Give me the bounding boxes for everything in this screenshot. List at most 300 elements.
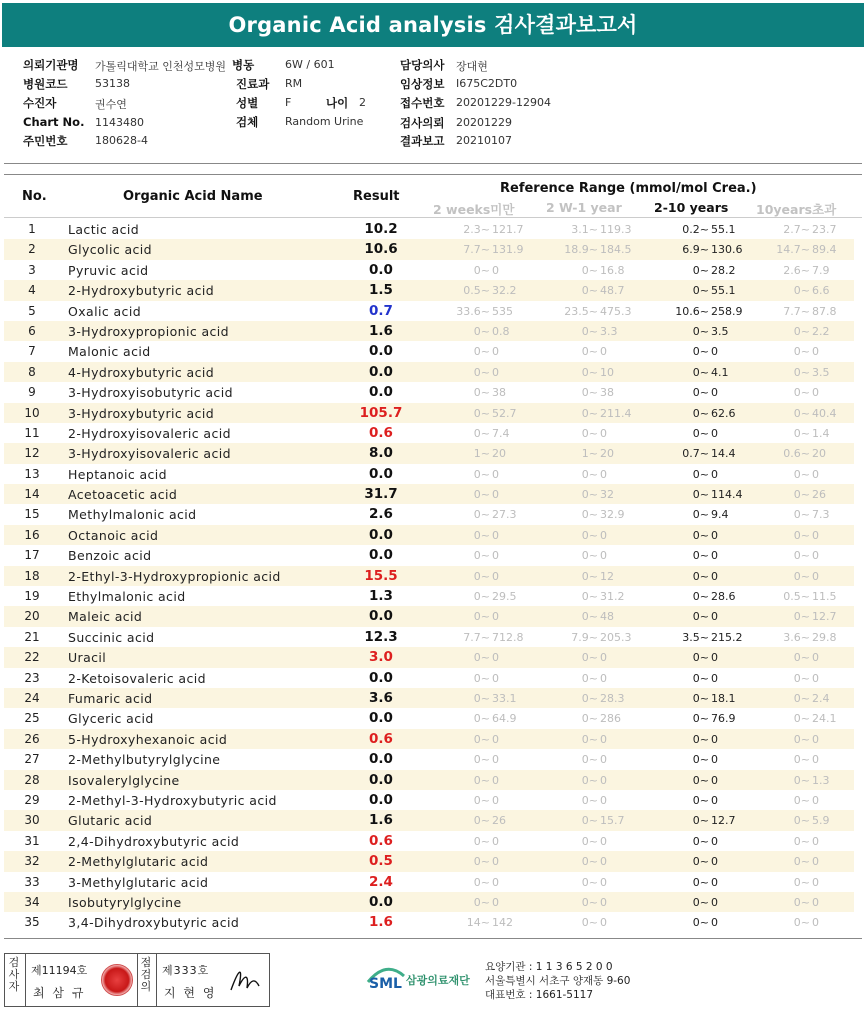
table-row — [4, 525, 854, 545]
range-high: 0 — [492, 365, 499, 379]
range-low: 0~ — [692, 753, 709, 767]
request-label: 검사의뢰 — [400, 116, 445, 130]
range-high: 0 — [492, 834, 499, 848]
table-row — [4, 708, 854, 728]
range-high: 76.9 — [711, 712, 736, 726]
range-low: 0~ — [692, 284, 709, 298]
range-high: 0 — [711, 651, 718, 665]
row-number: 28 — [24, 772, 40, 787]
id-label: 주민번호 — [23, 134, 68, 148]
dept-label: 진료과 — [236, 77, 270, 91]
range-high: 0 — [812, 875, 819, 889]
range-high: 3.5 — [711, 324, 729, 338]
range-low: 0~ — [692, 263, 709, 277]
institution-value: 가톨릭대학교 인천성모병원 — [95, 60, 227, 73]
range-low: 0~ — [692, 549, 709, 563]
range-low: 0~ — [473, 793, 490, 807]
range-low: 0~ — [473, 508, 490, 522]
range-high: 0 — [600, 732, 607, 746]
range-high: 0 — [711, 671, 718, 685]
table-row — [4, 831, 854, 851]
range-high: 89.4 — [812, 243, 837, 257]
acid-name: Benzoic acid — [68, 548, 152, 564]
range-low: 7.7~ — [463, 243, 490, 257]
range-low: 0~ — [473, 712, 490, 726]
range-high: 0 — [812, 386, 819, 400]
range-high: 0 — [600, 916, 607, 930]
result-value: 1.6 — [369, 322, 393, 339]
range-high: 20 — [492, 447, 506, 461]
row-number: 15 — [24, 507, 40, 522]
range-low: 0~ — [581, 651, 598, 665]
report-value: 20210107 — [456, 134, 512, 147]
contact-info — [485, 960, 630, 1002]
range-low: 0~ — [692, 793, 709, 807]
row-number: 6 — [28, 323, 36, 338]
acid-name: 4-Hydroxybutyric acid — [68, 364, 215, 380]
table-row — [4, 770, 854, 790]
table-row — [4, 566, 854, 586]
acid-name: 3-Hydroxyisobutyric acid — [68, 385, 233, 401]
range-low: 0~ — [473, 426, 490, 440]
range-low: 0~ — [793, 691, 810, 705]
result-value: 0.0 — [369, 710, 393, 727]
acid-name: 3-Hydroxybutyric acid — [68, 405, 215, 421]
range-high: 12.7 — [711, 814, 736, 828]
range-high: 2.4 — [812, 691, 830, 705]
range-high: 0 — [600, 895, 607, 909]
range-low: 0~ — [692, 590, 709, 604]
range-low: 0.7~ — [682, 447, 709, 461]
range-low: 6.9~ — [682, 243, 709, 257]
range-high: 0 — [711, 793, 718, 807]
table-row — [4, 362, 854, 382]
table-row — [4, 321, 854, 341]
ref-col-2: 2-10 years — [654, 200, 729, 215]
ref-range-header: Reference Range (mmol/mol Crea.) — [500, 181, 757, 196]
range-low: 0.2~ — [682, 223, 709, 236]
row-number: 20 — [24, 609, 40, 624]
range-low: 0~ — [793, 284, 810, 298]
row-number: 17 — [24, 548, 40, 563]
table-row — [4, 627, 854, 647]
row-number: 12 — [24, 446, 40, 461]
range-high: 0 — [812, 895, 819, 909]
hospital-code-value: 53138 — [95, 77, 130, 90]
range-high: 0 — [711, 773, 718, 787]
range-high: 15.7 — [600, 814, 625, 828]
range-low: 0~ — [473, 386, 490, 400]
sml-logo-icon — [366, 962, 406, 990]
row-number: 10 — [24, 405, 40, 420]
range-low: 0~ — [581, 406, 598, 420]
range-low: 0~ — [793, 488, 810, 502]
range-high: 0 — [812, 753, 819, 767]
row-number: 29 — [24, 792, 40, 807]
acid-name: Lactic acid — [68, 222, 140, 237]
result-value: 0.0 — [369, 261, 393, 278]
row-number: 19 — [24, 589, 40, 604]
range-low: 0~ — [473, 345, 490, 359]
range-high: 142 — [492, 916, 513, 930]
table-row — [4, 301, 854, 321]
range-low: 0~ — [473, 569, 490, 583]
range-low: 2.3~ — [463, 223, 490, 236]
range-low: 0~ — [473, 834, 490, 848]
id-value: 180628-4 — [95, 134, 148, 147]
clinical-label: 임상정보 — [400, 77, 445, 91]
row-number: 33 — [24, 874, 40, 889]
range-high: 3.5 — [812, 365, 830, 379]
result-value: 3.6 — [369, 689, 393, 706]
acid-name: Isobutyrylglycine — [68, 894, 182, 910]
range-high: 0 — [711, 426, 718, 440]
range-high: 0 — [812, 569, 819, 583]
range-low: 0~ — [793, 773, 810, 787]
range-high: 28.6 — [711, 590, 736, 604]
range-high: 3.3 — [600, 324, 618, 338]
tester-name: 최 삼 규 — [33, 986, 86, 1000]
range-low: 0~ — [581, 671, 598, 685]
report-title: Organic Acid analysis 검사결과보고서 — [2, 3, 864, 47]
range-high: 0 — [492, 855, 499, 869]
range-high: 0 — [492, 753, 499, 767]
range-low: 0~ — [793, 712, 810, 726]
range-low: 0~ — [692, 324, 709, 338]
range-low: 0~ — [473, 773, 490, 787]
range-high: 0 — [600, 793, 607, 807]
row-number: 24 — [24, 690, 40, 705]
range-high: 0 — [492, 651, 499, 665]
range-low: 0~ — [793, 671, 810, 685]
range-low: 0~ — [473, 365, 490, 379]
patient-info — [0, 56, 866, 156]
range-high: 0 — [812, 651, 819, 665]
range-low: 0~ — [692, 875, 709, 889]
range-high: 0 — [600, 875, 607, 889]
table-row — [4, 443, 854, 463]
brand-name: 삼광의료재단 — [406, 974, 470, 987]
range-high: 0 — [600, 651, 607, 665]
range-high: 0 — [600, 345, 607, 359]
acid-name: 3,4-Dihydroxybutyric acid — [68, 915, 240, 931]
range-high: 535 — [492, 304, 513, 318]
range-high: 0 — [492, 793, 499, 807]
result-value: 1.6 — [369, 812, 393, 829]
doctor-value: 장대현 — [456, 60, 488, 73]
ref-col-0: 2 weeks미만 — [433, 202, 515, 217]
range-high: 12.7 — [812, 610, 837, 624]
range-high: 29.8 — [812, 630, 837, 644]
row-number: 31 — [24, 833, 40, 848]
table-row — [4, 668, 854, 688]
range-low: 0~ — [581, 365, 598, 379]
row-number: 9 — [28, 385, 36, 400]
range-low: 0~ — [581, 508, 598, 522]
range-low: 0~ — [793, 467, 810, 481]
range-low: 2.6~ — [783, 263, 810, 277]
range-high: 0 — [711, 732, 718, 746]
range-low: 0~ — [793, 406, 810, 420]
table-row — [4, 810, 854, 830]
range-low: 7.7~ — [783, 304, 810, 318]
range-high: 0 — [812, 671, 819, 685]
range-low: 0~ — [692, 834, 709, 848]
range-high: 2.2 — [812, 324, 830, 338]
row-number: 1 — [28, 222, 36, 236]
result-value: 2.6 — [369, 506, 393, 523]
range-high: 16.8 — [600, 263, 625, 277]
range-high: 0 — [492, 671, 499, 685]
table-row — [4, 606, 854, 626]
acid-name: 5-Hydroxyhexanoic acid — [68, 731, 228, 747]
range-high: 0 — [812, 732, 819, 746]
acid-name: 2-Methyl-3-Hydroxybutyric acid — [68, 792, 277, 808]
range-high: 119.3 — [600, 223, 632, 236]
row-number: 30 — [24, 813, 40, 828]
range-low: 0~ — [581, 834, 598, 848]
range-high: 0 — [492, 875, 499, 889]
range-low: 0~ — [473, 651, 490, 665]
result-value: 0.0 — [369, 526, 393, 543]
acid-name: Heptanoic acid — [68, 466, 168, 482]
table-row — [4, 504, 854, 524]
divider — [4, 174, 862, 175]
range-high: 0 — [600, 528, 607, 542]
reviewer-name: 지 현 영 — [164, 986, 217, 1000]
range-high: 121.7 — [492, 223, 524, 236]
range-low: 18.9~ — [564, 243, 598, 257]
seal-stamp-icon — [101, 964, 133, 996]
range-low: 0~ — [793, 610, 810, 624]
receipt-value: 20201229-12904 — [456, 96, 551, 109]
result-value: 0.0 — [369, 608, 393, 625]
range-low: 0~ — [793, 365, 810, 379]
acid-name: Fumaric acid — [68, 690, 153, 706]
result-value: 15.5 — [364, 567, 398, 584]
acid-name: 2-Ethyl-3-Hydroxypropionic acid — [68, 568, 281, 584]
range-high: 0 — [711, 528, 718, 542]
range-high: 6.6 — [812, 284, 830, 298]
range-low: 0~ — [473, 467, 490, 481]
range-high: 712.8 — [492, 630, 524, 644]
range-low: 1~ — [473, 447, 490, 461]
range-low: 0~ — [692, 712, 709, 726]
table-row — [4, 688, 854, 708]
result-value: 0.0 — [369, 465, 393, 482]
acid-name: Maleic acid — [68, 609, 143, 625]
range-low: 10.6~ — [675, 304, 709, 318]
dept-value: RM — [285, 77, 303, 90]
acid-name: Glyceric acid — [68, 711, 154, 727]
row-number: 18 — [24, 568, 40, 583]
range-high: 286 — [600, 712, 621, 726]
range-high: 20 — [600, 447, 614, 461]
range-high: 0 — [492, 569, 499, 583]
range-low: 7.9~ — [571, 630, 598, 644]
table-row — [4, 892, 854, 912]
range-low: 0~ — [692, 671, 709, 685]
chart-value: 1143480 — [95, 116, 144, 129]
row-number: 4 — [28, 283, 36, 298]
row-number: 32 — [24, 854, 40, 869]
range-high: 0 — [492, 263, 499, 277]
range-low: 0~ — [581, 345, 598, 359]
range-high: 27.3 — [492, 508, 517, 522]
report-footer — [0, 944, 866, 1017]
divider — [4, 217, 862, 218]
result-value: 1.5 — [369, 282, 393, 299]
range-low: 0~ — [692, 895, 709, 909]
reviewer-license: 제333호 — [162, 964, 210, 977]
range-low: 0~ — [793, 732, 810, 746]
range-low: 0~ — [581, 793, 598, 807]
range-low: 0~ — [581, 549, 598, 563]
range-high: 211.4 — [600, 406, 632, 420]
range-low: 0~ — [581, 386, 598, 400]
range-low: 0~ — [473, 855, 490, 869]
range-high: 475.3 — [600, 304, 632, 318]
range-low: 0~ — [581, 732, 598, 746]
result-value: 105.7 — [359, 404, 403, 421]
acid-name: Malonic acid — [68, 344, 151, 360]
clinical-value: I675C2DT0 — [456, 77, 518, 90]
table-row — [4, 729, 854, 749]
result-value: 0.0 — [369, 363, 393, 380]
range-high: 205.3 — [600, 630, 632, 644]
range-low: 0~ — [473, 324, 490, 338]
acid-name: Uracil — [68, 650, 107, 666]
result-value: 10.2 — [364, 221, 398, 237]
range-low: 0~ — [793, 834, 810, 848]
range-high: 0 — [492, 488, 499, 502]
ref-col-1: 2 W-1 year — [546, 200, 622, 215]
address: 서울특별시 서초구 양재동 9-60 — [485, 975, 631, 987]
range-high: 0 — [492, 732, 499, 746]
range-high: 14.4 — [711, 447, 736, 461]
acid-name: Oxalic acid — [68, 303, 142, 319]
result-value: 0.0 — [369, 343, 393, 360]
range-low: 0~ — [473, 671, 490, 685]
table-row — [4, 219, 854, 239]
range-high: 0 — [711, 467, 718, 481]
sml-logo-text: SML — [369, 976, 402, 990]
range-high: 87.8 — [812, 304, 837, 318]
range-low: 0~ — [692, 345, 709, 359]
result-value: 10.6 — [364, 241, 398, 258]
range-low: 0~ — [581, 855, 598, 869]
range-high: 0 — [812, 467, 819, 481]
ref-col-3: 10years초과 — [756, 202, 837, 217]
range-high: 29.5 — [492, 590, 517, 604]
range-high: 48.7 — [600, 284, 625, 298]
range-high: 0 — [492, 610, 499, 624]
range-low: 7.7~ — [463, 630, 490, 644]
range-high: 26 — [492, 814, 506, 828]
range-high: 52.7 — [492, 406, 517, 420]
acid-name: Methylmalonic acid — [68, 507, 197, 523]
range-high: 0 — [492, 528, 499, 542]
range-high: 130.6 — [711, 243, 743, 257]
tester-license: 제11194호 — [31, 964, 88, 977]
range-high: 0 — [600, 671, 607, 685]
range-low: 14~ — [466, 916, 490, 930]
age-value: 2 — [359, 96, 366, 109]
table-row — [4, 382, 854, 402]
range-high: 0 — [711, 855, 718, 869]
age-label: 나이 — [326, 96, 349, 110]
range-high: 55.1 — [711, 284, 736, 298]
range-high: 28.2 — [711, 263, 736, 277]
table-row — [4, 464, 854, 484]
range-high: 7.9 — [812, 263, 830, 277]
acid-name: 3-Methylglutaric acid — [68, 874, 209, 890]
signature-icon — [225, 962, 265, 998]
range-low: 0~ — [793, 753, 810, 767]
range-high: 0 — [812, 793, 819, 807]
ward-value: 6W / 601 — [285, 58, 335, 71]
row-number: 27 — [24, 752, 40, 767]
range-low: 0~ — [793, 569, 810, 583]
range-high: 0 — [812, 549, 819, 563]
row-number: 16 — [24, 527, 40, 542]
range-high: 24.1 — [812, 712, 837, 726]
range-low: 0~ — [692, 814, 709, 828]
range-low: 0~ — [581, 610, 598, 624]
row-number: 3 — [28, 262, 36, 277]
table-row — [4, 423, 854, 443]
range-low: 33.6~ — [456, 304, 490, 318]
range-low: 0~ — [581, 875, 598, 889]
agency-code: 요양기관 : 1 1 3 6 5 2 0 0 — [485, 961, 613, 973]
range-low: 1~ — [581, 447, 598, 461]
range-high: 32 — [600, 488, 614, 502]
range-low: 3.6~ — [783, 630, 810, 644]
range-low: 0~ — [692, 569, 709, 583]
doctor-label: 담당의사 — [400, 58, 445, 72]
row-number: 25 — [24, 711, 40, 726]
range-low: 0~ — [581, 284, 598, 298]
range-low: 0~ — [581, 916, 598, 930]
range-low: 0~ — [793, 549, 810, 563]
range-low: 3.1~ — [571, 223, 598, 236]
result-value: 12.3 — [364, 628, 398, 645]
range-high: 55.1 — [711, 223, 736, 236]
range-high: 0 — [600, 753, 607, 767]
sex-label: 성별 — [236, 96, 259, 110]
result-value: 3.0 — [369, 649, 393, 666]
range-high: 0 — [711, 916, 718, 930]
range-low: 3.5~ — [682, 630, 709, 644]
range-low: 0~ — [581, 895, 598, 909]
range-high: 62.6 — [711, 406, 736, 420]
result-value: 0.6 — [369, 730, 393, 747]
range-low: 0~ — [581, 569, 598, 583]
result-value: 8.0 — [369, 445, 393, 462]
row-number: 26 — [24, 731, 40, 746]
range-low: 0~ — [793, 895, 810, 909]
sex-value: F — [285, 96, 292, 109]
range-high: 0 — [711, 386, 718, 400]
range-low: 0~ — [692, 610, 709, 624]
range-high: 0 — [600, 773, 607, 787]
range-low: 0~ — [581, 263, 598, 277]
range-low: 0~ — [793, 508, 810, 522]
table-row — [4, 239, 854, 259]
result-value: 31.7 — [364, 486, 398, 503]
table-row — [4, 403, 854, 423]
range-high: 5.9 — [812, 814, 830, 828]
